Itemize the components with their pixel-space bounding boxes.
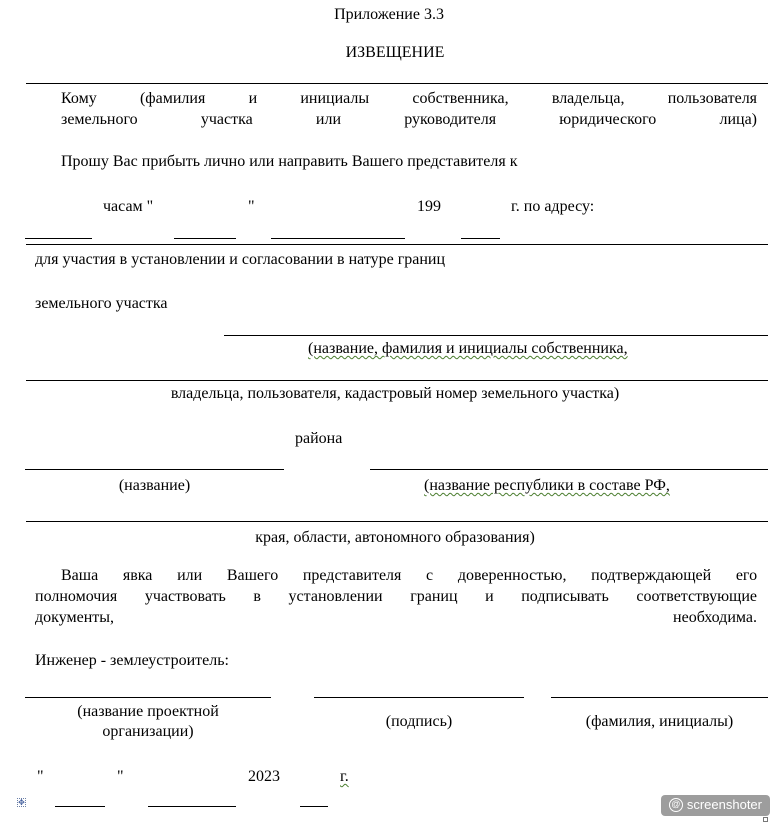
addressee-word: руководителя xyxy=(404,111,497,128)
date-quote-close: " xyxy=(117,768,124,785)
attendance-word: подтверждающей xyxy=(591,567,712,584)
address-label: г. по адресу: xyxy=(511,198,595,215)
fullname-blank xyxy=(551,697,768,698)
addressee-word: юридического xyxy=(559,111,657,128)
owner-name-blank xyxy=(224,335,768,336)
hours-label: часам " xyxy=(103,198,154,215)
address-rule xyxy=(26,244,768,245)
region-caption-text: (название республики в составе РФ, xyxy=(424,477,670,494)
owner-caption-1 xyxy=(308,339,628,359)
owner-caption-2: владельца, пользователя, кадастровый номер земельного участка) xyxy=(170,385,620,402)
region-rule xyxy=(26,521,768,522)
attendance-word: представителя xyxy=(302,567,402,584)
addressee-word: участка xyxy=(200,111,253,128)
quote-close: " xyxy=(248,198,255,215)
addressee-line-1 xyxy=(61,89,757,109)
attendance-word: с xyxy=(426,567,434,584)
owner-rule xyxy=(26,380,768,381)
addressee-word: земельного xyxy=(61,111,138,128)
date-month-blank xyxy=(148,806,236,807)
blank-month xyxy=(271,238,405,239)
attendance-word: полномочия xyxy=(35,588,118,605)
at-icon: @ xyxy=(669,798,683,812)
attendance-word: в xyxy=(253,588,261,605)
engineer-label: Инженер - землеустроитель: xyxy=(35,652,229,669)
district-caption: (название) xyxy=(118,477,191,494)
region-name-blank xyxy=(370,469,768,470)
addressee-word: инициалы xyxy=(300,90,370,107)
attendance-word: границ xyxy=(410,588,458,605)
addressee-word: лица) xyxy=(719,111,757,128)
addressee-word: (фамилия xyxy=(139,90,206,107)
year-value: 199 xyxy=(417,198,441,215)
addressee-line-2 xyxy=(61,110,757,130)
date-day-blank xyxy=(55,806,105,807)
org-caption-line-1: (название проектной xyxy=(77,703,219,720)
purpose-line-2: земельного участка xyxy=(35,295,168,312)
signature-caption: (подпись) xyxy=(385,713,453,730)
addressee-word: Кому xyxy=(61,90,97,107)
attendance-line-1 xyxy=(61,566,757,586)
watermark-text: screenshoter xyxy=(686,796,762,812)
purpose-line-1: для участия в установлении и согласовании в натуре границ xyxy=(35,251,446,268)
screenshoter-watermark xyxy=(661,795,770,816)
signature-blank xyxy=(314,697,524,698)
attendance-word: явка xyxy=(122,567,153,584)
attendance-word: подписывать xyxy=(521,588,609,605)
attendance-line-3-right: необходима. xyxy=(673,609,757,626)
attendance-word: соответствующие xyxy=(636,588,758,605)
org-caption-line-2: организации) xyxy=(102,723,194,740)
addressee-word: и xyxy=(248,90,258,107)
attendance-word: доверенностью, xyxy=(457,567,567,584)
region-caption xyxy=(424,476,670,496)
top-rule xyxy=(26,83,768,84)
owner-caption-text: (название, фамилия и инициалы собственника, xyxy=(308,340,628,357)
attendance-word: установлении xyxy=(288,588,383,605)
attendance-word: Ваша xyxy=(61,567,99,584)
attendance-word: и xyxy=(485,588,494,605)
resize-handle-icon[interactable] xyxy=(763,817,768,822)
document-title: ИЗВЕЩЕНИЕ xyxy=(345,44,445,61)
district-label: района xyxy=(295,430,343,447)
attendance-line-3-left: документы, xyxy=(35,609,115,626)
request-sentence: Прошу Вас прибыть лично или направить Вашего представителя к xyxy=(61,153,518,170)
attendance-word: его xyxy=(735,567,758,584)
request-text xyxy=(61,152,518,172)
district-name-blank xyxy=(25,469,284,470)
attendance-word: участвовать xyxy=(144,588,226,605)
blank-hours xyxy=(25,238,92,239)
org-caption xyxy=(25,702,271,742)
attendance-word: или xyxy=(177,567,203,584)
date-suffix-text: г. xyxy=(340,768,349,785)
region-caption-2: края, области, автономного образования) xyxy=(255,529,535,546)
addressee-word: владельца, xyxy=(551,90,625,107)
date-year: 2023 xyxy=(248,768,280,785)
date-quote-open: " xyxy=(37,768,44,785)
org-name-blank xyxy=(25,697,271,698)
date-suffix xyxy=(340,767,349,787)
date-year-blank xyxy=(300,806,328,807)
blank-year xyxy=(461,238,500,239)
attendance-line-2 xyxy=(35,587,757,607)
addressee-word: или xyxy=(315,111,342,128)
appendix-label: Приложение 3.3 xyxy=(334,6,444,23)
move-handle-icon[interactable]: ✥ xyxy=(18,797,25,807)
addressee-word: собственника, xyxy=(412,90,509,107)
blank-day xyxy=(174,238,236,239)
addressee-word: пользователя xyxy=(667,90,758,107)
fullname-caption: (фамилия, инициалы) xyxy=(585,713,734,730)
attendance-word: Вашего xyxy=(226,567,279,584)
